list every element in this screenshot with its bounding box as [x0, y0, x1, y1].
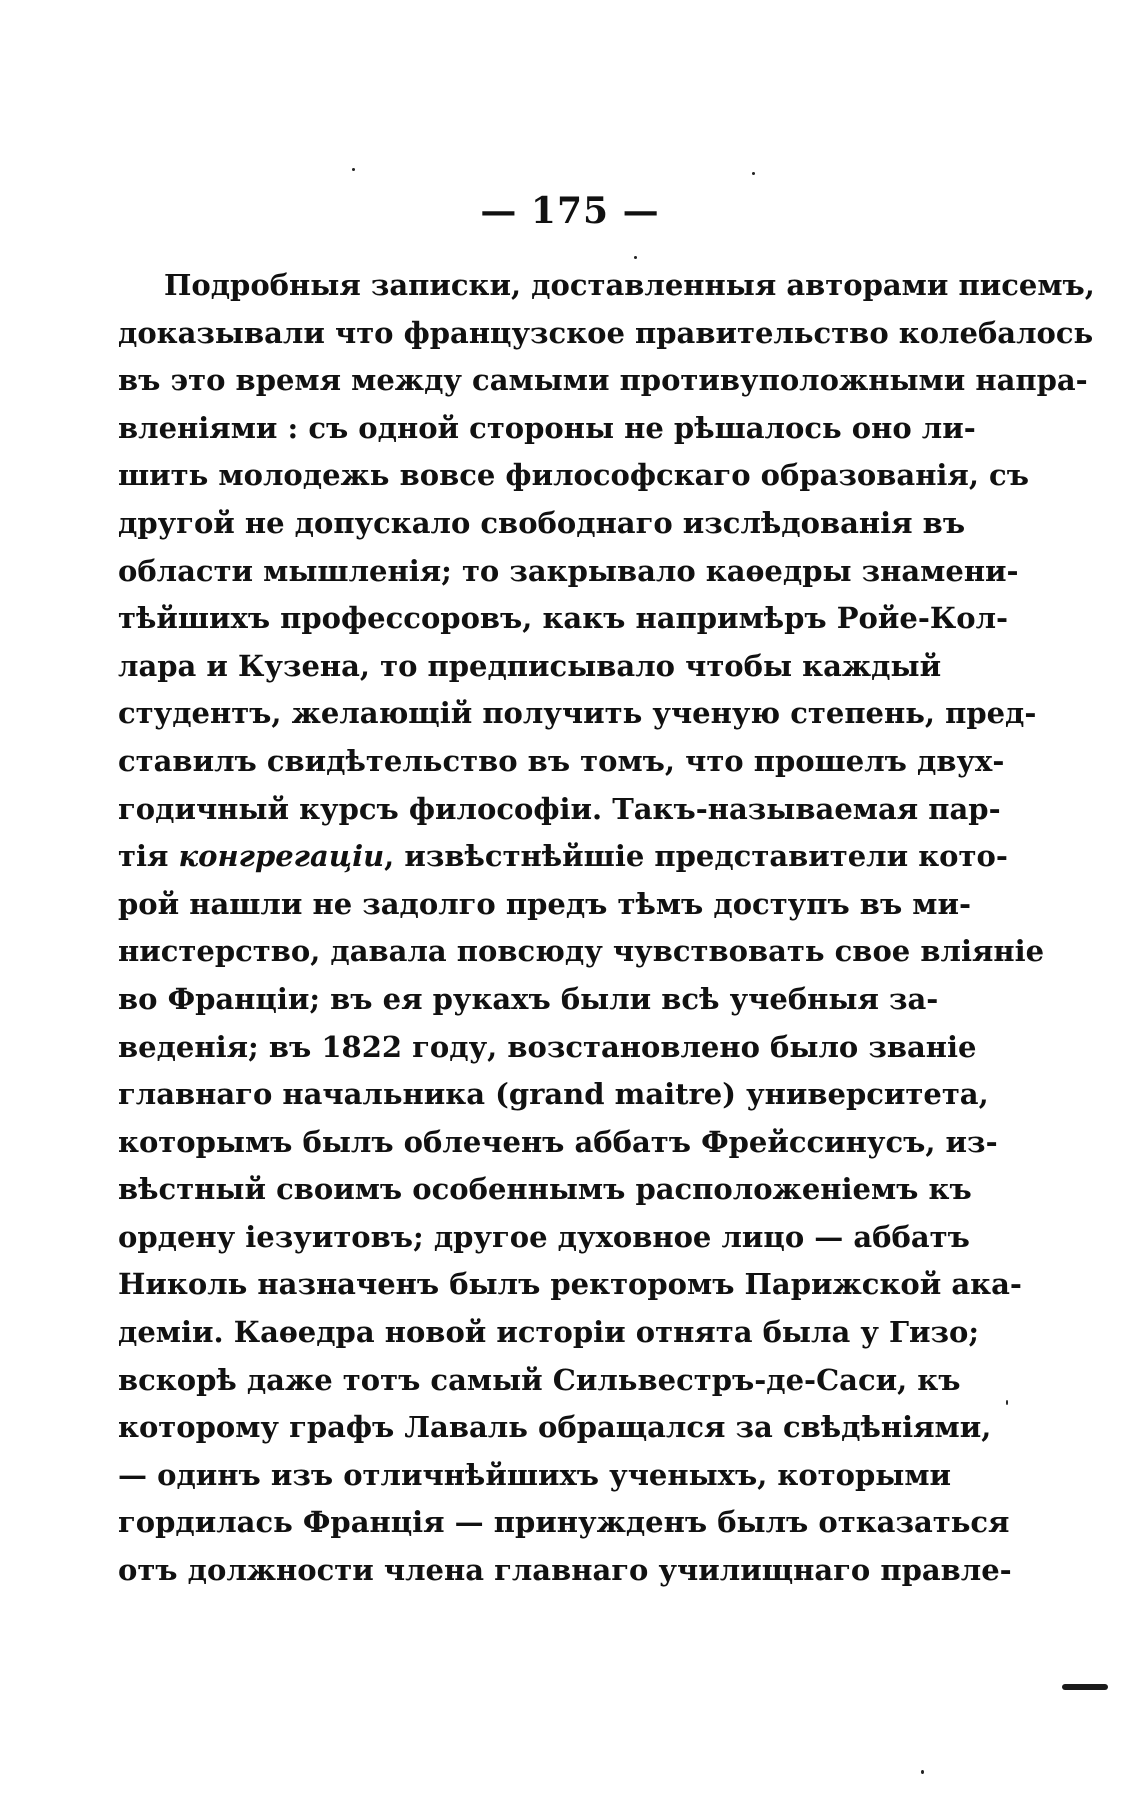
text-line: гордилась Франція — принужденъ былъ отказаться	[118, 1505, 1010, 1540]
text-line: веденія; въ 1822 году, возстановлено было званіе	[118, 1029, 977, 1064]
text-line: Подробныя записки, доставленныя авторами писемъ,	[164, 268, 1095, 302]
text-line: тѣйшихъ профессоровъ, какъ напримѣръ Ройе-Кол-	[118, 601, 1009, 636]
text-line: въ это время между самыми противуположными напра-	[118, 363, 1088, 398]
text-line: вленіями : съ одной стороны не рѣшалось оно ли-	[118, 410, 976, 445]
page-number: — 175 —	[480, 190, 660, 232]
text-line: лара и Кузена, то предписывало чтобы каждый	[118, 648, 942, 683]
text-line: которымъ былъ облеченъ аббатъ Фрейссинусъ, из-	[118, 1124, 998, 1159]
text-line: ставилъ свидѣтельство въ томъ, что прошелъ двух-	[118, 743, 1005, 778]
text-line: другой не допускало свободнаго изслѣдованія въ	[118, 505, 966, 540]
text-line: области мышленія; то закрывало каѳедры знамени-	[118, 553, 1019, 588]
text-line: шить молодежь вовсе философскаго образованія, съ	[118, 458, 1029, 493]
body-text	[118, 262, 1095, 1595]
text-line: которому графъ Лаваль обращался за свѣдѣніями,	[118, 1410, 992, 1445]
text-line: вѣстный своимъ особеннымъ расположеніемъ къ	[118, 1172, 972, 1207]
line-start: тія	[118, 839, 179, 874]
text-line: студентъ, желающій получить ученую степень, пред-	[118, 696, 1037, 731]
text-line: ордену іезуитовъ; другое духовное лицо — аббатъ	[118, 1219, 970, 1254]
text-line: Николь назначенъ былъ ректоромъ Парижской ака-	[118, 1267, 1022, 1302]
text-line: нистерство, давала повсюду чувствовать свое вліяніе	[118, 934, 1045, 969]
text-line: доказывали что французское правительство колебалось	[118, 315, 1094, 350]
text-line: годичный курсъ философіи. Такъ-называемая пар-	[118, 791, 1001, 826]
italic-term: конгрегаціи	[178, 839, 385, 874]
text-line: рой нашли не задолго предъ тѣмъ доступъ въ ми-	[118, 886, 972, 921]
text-line: главнаго начальника (grand maitre) университета,	[118, 1077, 989, 1112]
scan-speck	[752, 172, 755, 175]
text-line: — одинъ изъ отличнѣйшихъ ученыхъ, которыми	[118, 1457, 952, 1492]
text-line: отъ должности члена главнаго училищнаго правле-	[118, 1553, 1012, 1588]
text-line-with-italic	[118, 833, 1008, 881]
line-end: , извѣстнѣйшіе представители кото-	[384, 839, 1008, 874]
text-line: деміи. Каѳедра новой исторіи отнята была у Гизо;	[118, 1315, 980, 1350]
edge-mark	[1062, 1684, 1108, 1690]
scan-speck	[1006, 1400, 1008, 1405]
text-line: вскорѣ даже тотъ самый Сильвестръ-де-Саси, къ	[118, 1362, 961, 1397]
scan-speck	[921, 1770, 924, 1774]
scan-speck	[352, 168, 355, 171]
text-line: во Франціи; въ ея рукахъ были всѣ учебныя за-	[118, 981, 939, 1016]
scan-speck	[634, 256, 637, 259]
